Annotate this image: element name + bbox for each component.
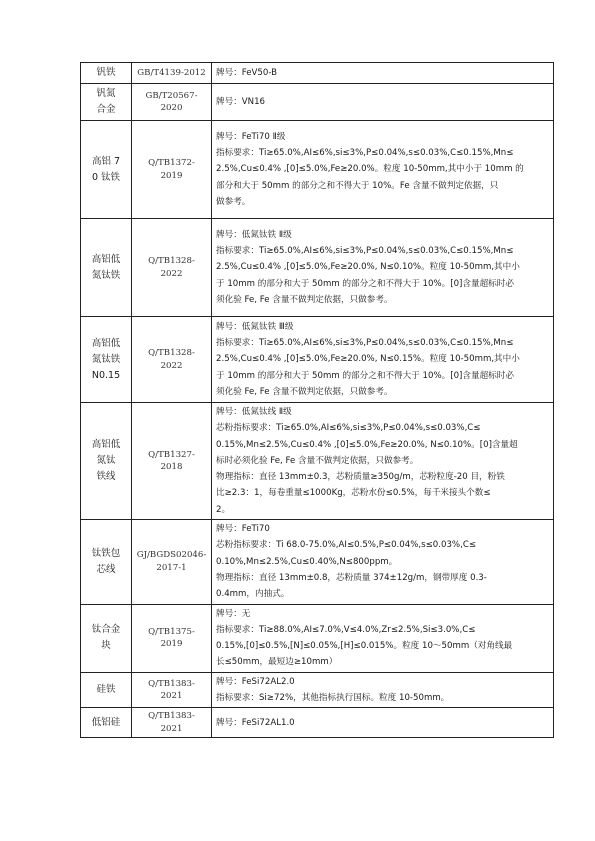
spec-line: 芯粉指标要求：Ti≥65.0%,AI≤6%,si≤3%,P≤0.04%,s≤0.03%,C≤	[216, 423, 481, 434]
spec-line: 0.4mm，内抽式。	[216, 589, 290, 600]
spec-cell	[212, 708, 554, 738]
spec-line: 牌号：FeV50-B	[216, 67, 278, 78]
spec-line: 比≥2.3：1，每卷重量≤1000Kg，芯粉水份≤0.5%，每千米接头个数≤	[216, 488, 491, 499]
spec-line: 牌号：低氮钛线 Ⅱ级	[216, 407, 292, 417]
spec-cell	[212, 520, 554, 604]
spec-line: 指标要求：Ti≥65.0%,AI≤6%,si≤3%,P≤0.04%,s≤0.03%,C≤0.15%,Mn≤	[216, 148, 514, 159]
table-row	[81, 121, 554, 219]
material-name-cell: 钛合金 块	[81, 604, 132, 672]
spec-line: 牌号：VN16	[216, 96, 266, 107]
standard-code-cell: GJ/BGDS02046- 2017-1	[132, 520, 212, 604]
spec-line: 于 10mm 的部分和大于 50mm 的部分之和不得大于 10%。[0]含量超标时必	[216, 370, 514, 381]
material-name-cell: 钒铁	[81, 63, 132, 84]
spec-line: 0.10%,Mn≤2.5%,Cu≤0.40%,N≤800ppm。	[216, 556, 398, 567]
spec-line: 牌号：无	[216, 608, 251, 619]
spec-line: 须化验 Fe, Fe 含量不做判定依据，只做参考。	[216, 386, 393, 397]
table-row	[81, 219, 554, 317]
spec-cell	[212, 672, 554, 708]
table-body	[81, 63, 554, 738]
standard-code-cell: Q/TB1375- 2019	[132, 604, 212, 672]
table-row	[81, 672, 554, 708]
material-name-cell: 钒氮 合金	[81, 84, 132, 121]
spec-line: 牌号：低氮钛铁 Ⅲ级	[216, 321, 294, 332]
spec-cell	[212, 121, 554, 219]
spec-line: 2.5%,Cu≤0.4% ,[0]≤5.0%,Fe≥20.0%。粒度 10-50mm,其中小于 10mm 的	[216, 164, 524, 175]
spec-cell	[212, 604, 554, 672]
spec-line: 2。	[216, 504, 231, 515]
table-row	[81, 84, 554, 121]
spec-cell	[212, 219, 554, 317]
material-name-cell: 钛铁包 芯线	[81, 520, 132, 604]
material-name-cell: 高铝低 氮钛 铁线	[81, 403, 132, 520]
material-name-cell: 高铝低 氮钛铁	[81, 219, 132, 317]
table-row	[81, 63, 554, 84]
table-row	[81, 403, 554, 520]
spec-line: 于 10mm 的部分和大于 50mm 的部分之和不得大于 10%。[0]含量超标时必	[216, 278, 514, 289]
material-name-cell: 高铝低 氮钛铁 N0.15	[81, 317, 132, 403]
spec-line: 牌号：FeTi70 Ⅱ级	[216, 131, 286, 142]
spec-line: 2.5%,Cu≤0.4% ,[0]≤5.0%,Fe≥20.0%, N≤0.10%。粒度 10-50mm,其中小	[216, 262, 520, 273]
spec-table	[80, 62, 554, 738]
material-name-cell: 高铝 7 0 钛铁	[81, 121, 132, 219]
spec-cell	[212, 403, 554, 520]
spec-line: 牌号：低氮钛铁 Ⅱ级	[216, 229, 292, 240]
spec-line: 芯粉指标要求：Ti 68.0-75.0%,AI≤0.5%,P≤0.04%,s≤0.03%,C≤	[216, 540, 477, 551]
spec-line: 指标要求：Ti≥65.0%,AI≤6%,si≤3%,P≤0.04%,s≤0.03%,C≤0.15%,Mn≤	[216, 246, 514, 257]
spec-line: 牌号：FeTi70	[216, 524, 270, 535]
spec-line: 2.5%,Cu≤0.4% ,[0]≤5.0%,Fe≥20.0%, N≤0.15%。粒度 10-50mm,其中小	[216, 354, 520, 365]
spec-line: 牌号：FeSi72AL1.0	[216, 717, 295, 728]
table-row	[81, 604, 554, 672]
spec-line: 长≤50mm，最短边≥10mm）	[216, 657, 338, 668]
standard-code-cell: GB/T20567- 2020	[132, 84, 212, 121]
standard-code-cell: Q/TB1383- 2021	[132, 672, 212, 708]
spec-line: 指标要求：Ti≥88.0%,AI≤7.0%,V≤4.0%,Zr≤2.5%,Si≤3.0%,C≤	[216, 624, 476, 635]
spec-line: 物理指标：直径 13mm±0.8，芯粉质量 374±12g/m，钢带厚度 0.3-	[216, 572, 487, 583]
spec-cell	[212, 63, 554, 84]
standard-code-cell: Q/TB1328- 2022	[132, 317, 212, 403]
spec-line: 指标要求：Ti≥65.0%,AI≤6%,si≤3%,P≤0.04%,s≤0.03%,C≤0.15%,Mn≤	[216, 338, 514, 349]
standard-code-cell: GB/T4139-2012	[132, 63, 212, 84]
material-name-cell: 硅铁	[81, 672, 132, 708]
standard-code-cell: Q/TB1328- 2022	[132, 219, 212, 317]
standard-code-cell: Q/TB1372- 2019	[132, 121, 212, 219]
spec-line: 部分和大于 50mm 的部分之和不得大于 10%。Fe 含量不做判定依据，只	[216, 180, 499, 191]
spec-line: 指标要求：Si≥72%，其他指标执行国标。粒度 10-50mm。	[216, 693, 450, 704]
material-name-cell: 低铝硅	[81, 708, 132, 738]
spec-cell	[212, 84, 554, 121]
table-row	[81, 317, 554, 403]
spec-line: 须化验 Fe, Fe 含量不做判定依据，只做参考。	[216, 294, 393, 305]
spec-line: 物理指标：直径 13mm±0.3，芯粉质量≥350g/m，芯粉粒度-20 目，粉铁	[216, 472, 505, 483]
table-row	[81, 708, 554, 738]
standard-code-cell: Q/TB1383- 2021	[132, 708, 212, 738]
table-row	[81, 520, 554, 604]
spec-line: 标时必须化验 Fe, Fe 含量不做判定依据，只做参考。	[216, 455, 419, 466]
spec-line: 做参考。	[216, 196, 251, 207]
spec-line: 0.15%,Mn≤2.5%,Cu≤0.4% ,[0]≤5.0%,Fe≥20.0%, N≤0.10%。[0]含量超	[216, 439, 518, 450]
spec-line: 牌号：FeSi72AL2.0	[216, 676, 295, 687]
standard-code-cell: Q/TB1327- 2018	[132, 403, 212, 520]
spec-cell	[212, 317, 554, 403]
spec-line: 0.15%,[0]≤0.5%,[N]≤0.05%,[H]≤0.015%。粒度 10～50mm（对角线最	[216, 641, 513, 652]
